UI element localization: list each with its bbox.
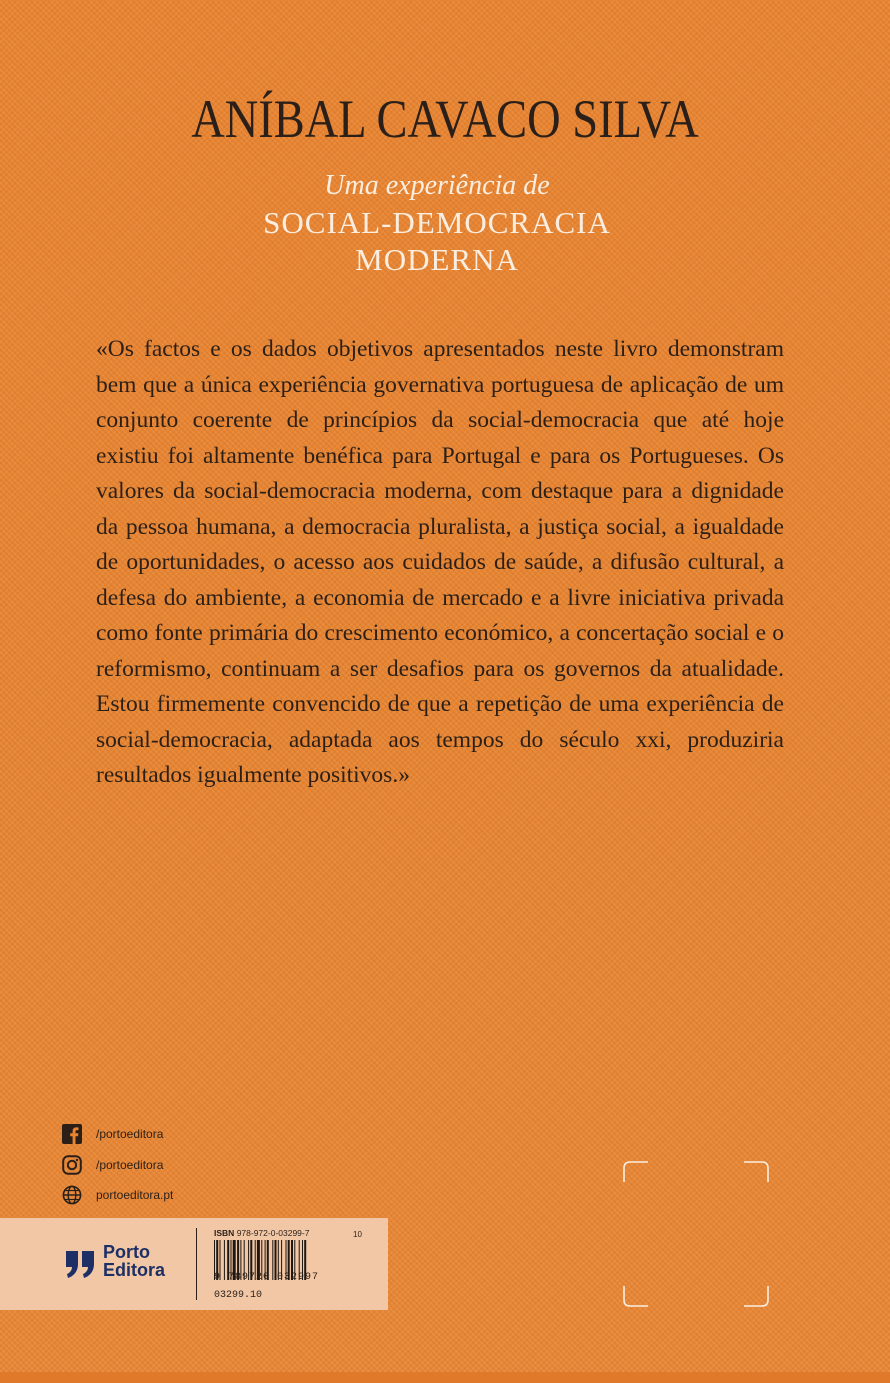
bottom-edge [0, 1372, 890, 1383]
divider [196, 1228, 197, 1300]
blurb-quote: «Os factos e os dados objetivos apresentados neste livro demonstram bem que a única experiência governativa portuguesa de aplicação de um conjunto coerente de princípios da social-democracia que até hoje existiu foi altamente benéfica para Portugal e para os Portugueses. Os valores da social-democracia moderna, com destaque para a dignidade da pessoa humana, a democracia pluralista, a justiça social, a igualdade de oportunidades, o acesso aos cuidados de saúde, a difusão cultural, a defesa do ambiente, a economia de mercado e a livre iniciativa privada como fonte primária do crescimento económico, a concertação social e o reformismo, continuam a ser desafios para os governos da atualidade. Estou firmemente convencido de que a repetição de uma experiência de social-democracia, adaptada aos tempos do século xxi, produziria resultados igualmente positivos.» [96, 336, 784, 788]
subtitle-line-2: MODERNA [355, 242, 519, 277]
instagram-icon [62, 1155, 82, 1175]
porto-editora-logo-icon [64, 1248, 98, 1282]
website-label: portoeditora.pt [96, 1188, 174, 1202]
isbn-line [214, 1228, 309, 1238]
instagram-label: /portoeditora [96, 1158, 164, 1172]
ean-digits: 9 789720 032997 [214, 1272, 320, 1283]
facebook-icon [62, 1124, 82, 1144]
product-code: 03299.10 [214, 1290, 263, 1301]
price-code: 10 [353, 1230, 362, 1239]
publisher-name-line-2: Editora [103, 1260, 166, 1280]
author-name: ANÍBAL CAVACO SILVA [191, 89, 699, 149]
globe-icon [62, 1185, 82, 1205]
isbn-number: 978-972-0-03299-7 [236, 1228, 310, 1238]
facebook-label: /portoeditora [96, 1127, 164, 1141]
subtitle-line-1: SOCIAL-DEMOCRACIA [263, 205, 611, 240]
publisher-name-line-1: Porto [103, 1242, 150, 1262]
barcode-panel [0, 1218, 388, 1310]
subtitle [0, 204, 874, 278]
isbn-label: ISBN [214, 1228, 235, 1238]
sticker-frame-icon [622, 1160, 770, 1308]
publisher-name [103, 1243, 165, 1279]
subtitle-prefix: Uma experiência de [324, 170, 550, 201]
